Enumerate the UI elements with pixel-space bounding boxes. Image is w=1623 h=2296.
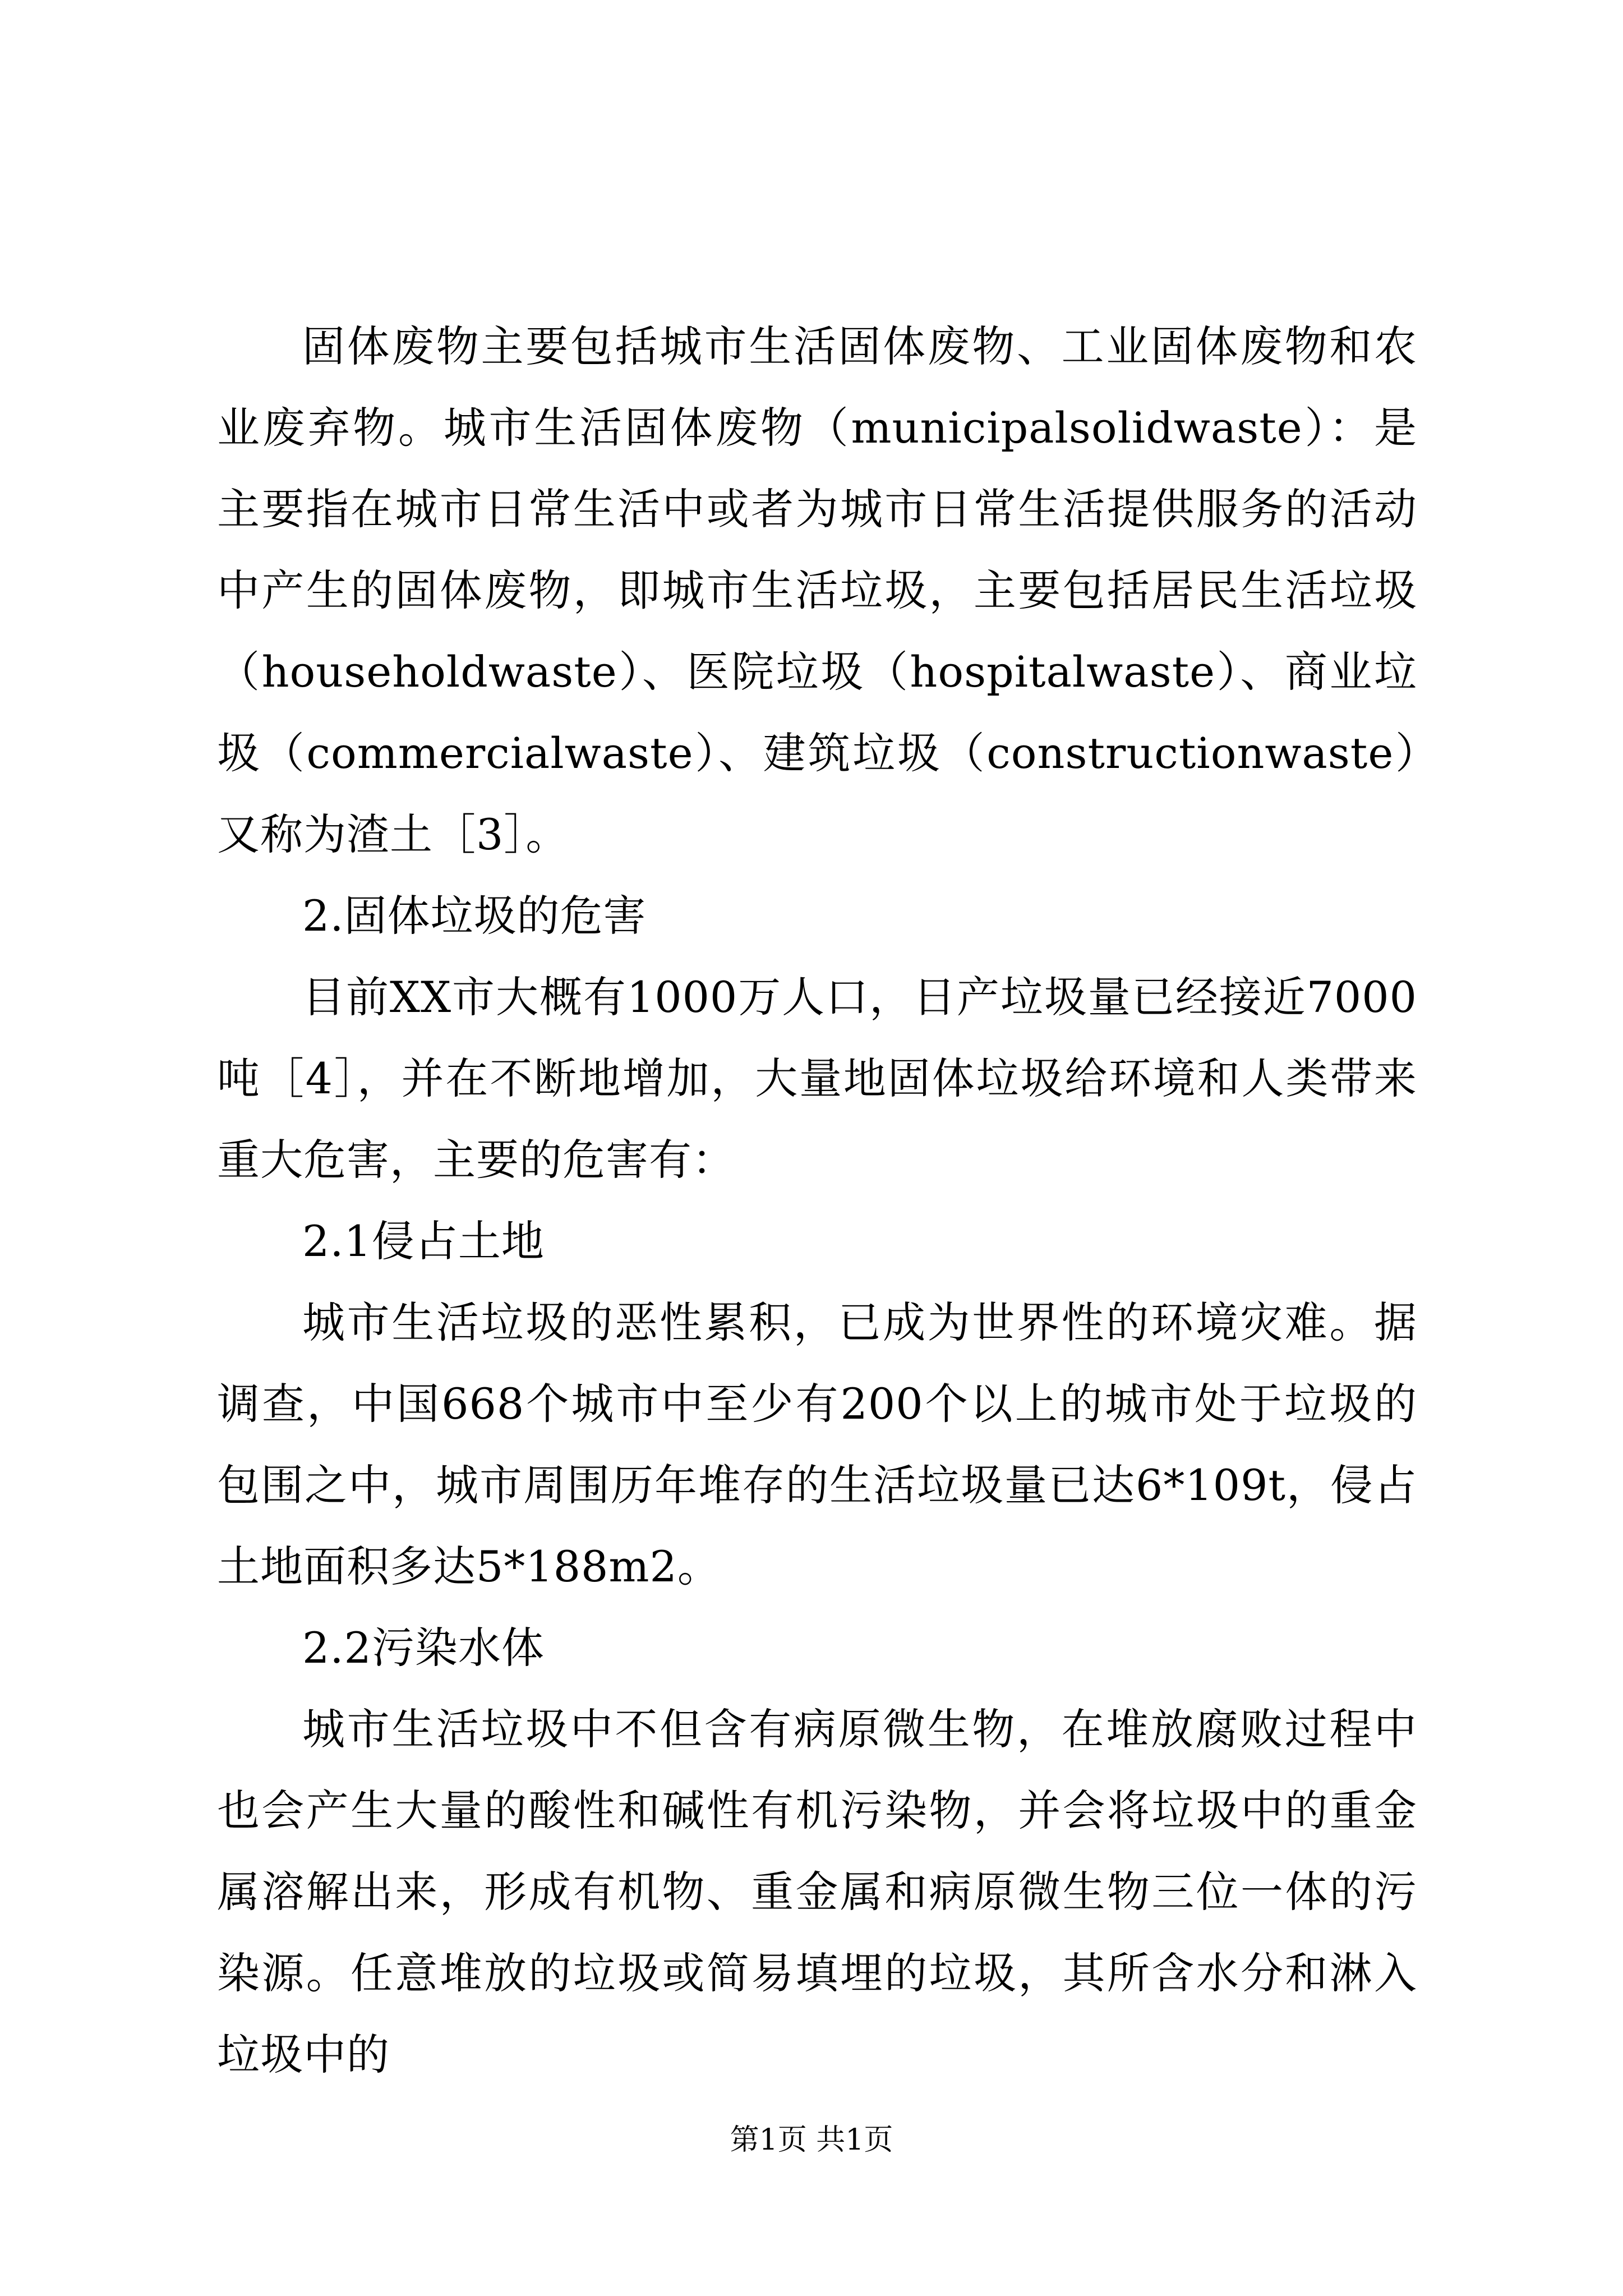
heading-solid-waste-hazards: 2.固体垃圾的危害 [302,891,647,941]
paragraph-water-pollution: 城市生活垃圾中不但含有病原微生物，在堆放腐败过程中也会产生大量的酸性和碱性有机污染物，并会将垃圾中的重金属溶解出来，形成有机物、重金属和病原微生物三位一体的污染源。任意堆放的垃圾或简易填埋的垃圾，其所含水分和淋入垃圾中的 [217,1704,1417,2079]
document-body [217,306,1417,2095]
paragraph-land-occupation: 城市生活垃圾的恶性累积，已成为世界性的环境灾难。据调查，中国668个城市中至少有200个以上的城市处于垃圾的包围之中，城市周围历年堆存的生活垃圾量已达6*109t，侵占土地面积多达5*188m2。 [217,1297,1417,1591]
page-number-label: 第1页 共1页 [730,2123,893,2157]
heading-land-occupation: 2.1侵占土地 [302,1216,545,1266]
paragraph-city-waste-volume: 目前XX市大概有1000万人口，日产垃圾量已经接近7000吨［4］，并在不断地增加，大量地固体垃圾给环境和人类带来重大危害，主要的危害有： [217,972,1417,1185]
paragraph-solid-waste-definition: 固体废物主要包括城市生活固体废物、工业固体废物和农业废弃物。城市生活固体废物（municipalsolidwaste）：是主要指在城市日常生活中或者为城市日常生活提供服务的活动中产生的固体废物，即城市生活垃圾，主要包括居民生活垃圾（householdwaste）、医院垃圾（hospitalwaste）、商业垃圾（commercialwaste）、建筑垃圾（constructionwaste）又称为渣土［3］。 [217,321,1417,859]
heading-water-pollution: 2.2污染水体 [302,1623,545,1673]
page-footer [0,2120,1623,2160]
